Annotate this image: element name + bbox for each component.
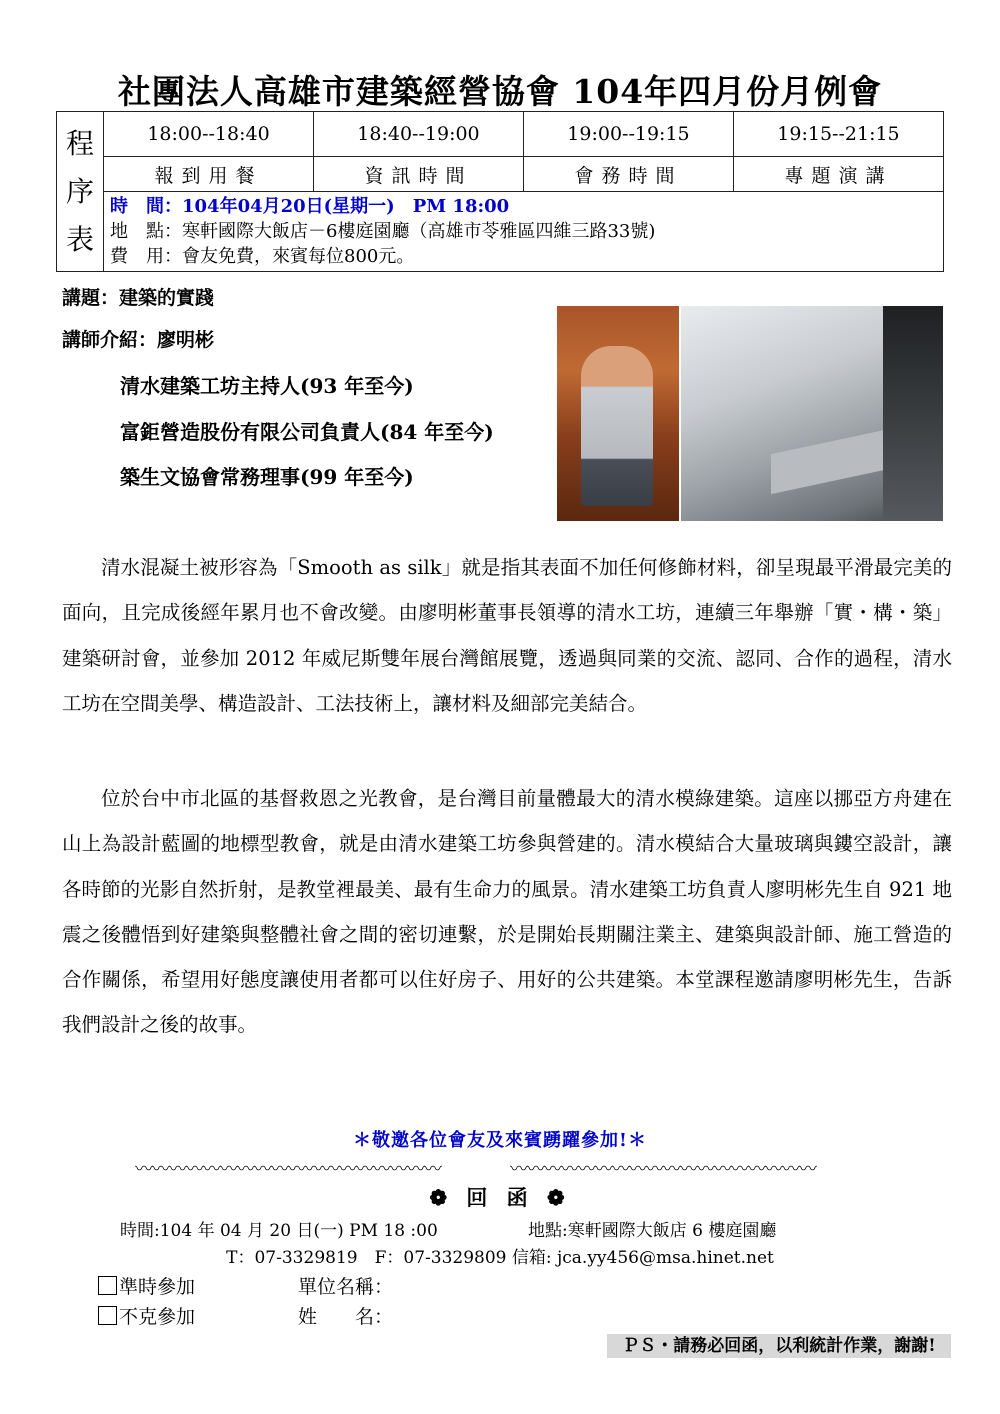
divider-ornament: 〰〰〰〰〰〰〰〰〰〰〰〰〰〰〰〰〰〰 bbox=[510, 1159, 816, 1180]
reply-place: 地點:寒軒國際大飯店 6 樓庭園廳 bbox=[528, 1221, 777, 1241]
segment-label: 資訊時間 bbox=[313, 157, 523, 192]
page-title: 社團法人高雄市建築經營協會 104年四月份月例會 bbox=[117, 72, 883, 111]
event-time: 時 間：104年04月20日(星期一) PM 18:00 bbox=[110, 196, 510, 217]
building-photo bbox=[681, 306, 943, 521]
lecture-topic: 講題：建築的實踐 bbox=[62, 287, 215, 309]
segment-label: 專題演講 bbox=[733, 157, 943, 192]
schedule-table bbox=[56, 111, 944, 272]
event-info bbox=[104, 192, 944, 272]
lecturer-role: 清水建築工坊主持人(93 年至今) bbox=[120, 374, 414, 398]
side-char: 程 bbox=[65, 126, 94, 160]
side-char: 表 bbox=[65, 222, 94, 256]
checkbox-icon[interactable] bbox=[98, 1276, 117, 1295]
lecturer-name: 講師介紹：廖明彬 bbox=[62, 329, 215, 351]
reply-title: ❁ 回 函 ❁ bbox=[429, 1185, 571, 1210]
body-paragraph: 清水混凝土被形容為「Smooth as silk」就是指其表面不加任何修飾材料，卻呈現最平滑最完美的面向，且完成後經年累月也不會改變。由廖明彬董事長領導的清水工坊，連續三年舉辦「實・構・築」建築研討會，並參加 2012 年威尼斯雙年展台灣館展覽，透過與同業的交流、認同、合作的過程，清水工坊在空間美學、構造設計、工法技術上，讓材料及細部完美結合。 bbox=[62, 556, 952, 715]
attend-label: 準時參加 bbox=[119, 1276, 196, 1298]
time-slot: 19:00--19:15 bbox=[523, 112, 733, 157]
lecturer-role: 築生文協會常務理事(99 年至今) bbox=[120, 465, 414, 489]
event-place: 地 點：寒軒國際大飯店－6樓庭園廳（高雄市苓雅區四維三路33號) bbox=[110, 221, 656, 242]
reply-time: 時間:104 年 04 月 20 日(一) PM 18 :00 bbox=[120, 1221, 438, 1241]
lecturer-role: 富鉅營造股份有限公司負責人(84 年至今) bbox=[120, 420, 494, 444]
checkbox-icon[interactable] bbox=[98, 1306, 117, 1325]
unit-field-label: 單位名稱： bbox=[298, 1276, 394, 1298]
invite-text: ＊敬邀各位會友及來賓踴躍參加!＊ bbox=[353, 1130, 647, 1151]
body-paragraph: 位於台中市北區的基督救恩之光教會，是台灣目前量體最大的清水模綠建築。這座以挪亞方舟建在山上為設計藍圖的地標型教會，就是由清水建築工坊參與營建的。清水模結合大量玻璃與鏤空設計，讓各時節的光影自然折射，是教堂裡最美、最有生命力的風景。清水建築工坊負責人廖明彬先生自 921 地震之後體悟到好建築與整體社會之間的密切連繫，於是開始長期關注業主、建築與設計師、施工營造的合作關係，希望用好態度讓使用者都可以住好房子、用好的公共建築。本堂課程邀請廖明彬先生，告訴我們設計之後的故事。 bbox=[62, 787, 952, 1037]
event-fee: 費 用：會友免費，來賓每位800元。 bbox=[110, 246, 415, 267]
time-slot: 19:15--21:15 bbox=[733, 112, 943, 157]
reply-contact: T：07-3329819 F：07-3329809 信箱: jca.yy456@msa.hinet.net bbox=[226, 1248, 774, 1268]
name-field-label: 姓 名： bbox=[298, 1306, 394, 1328]
segment-label: 報到用餐 bbox=[104, 157, 314, 192]
attend-checkbox[interactable] bbox=[98, 1272, 195, 1299]
side-char: 序 bbox=[65, 174, 94, 208]
lecturer-photo bbox=[557, 306, 679, 521]
absent-checkbox[interactable] bbox=[98, 1302, 195, 1329]
segment-label: 會務時間 bbox=[523, 157, 733, 192]
time-slot: 18:00--18:40 bbox=[104, 112, 314, 157]
ps-note: ＰＳ・請務必回函，以利統計作業，謝謝! bbox=[607, 1334, 951, 1358]
schedule-side-label bbox=[57, 112, 104, 272]
divider-ornament: 〰〰〰〰〰〰〰〰〰〰〰〰〰〰〰〰〰〰 bbox=[135, 1159, 441, 1180]
time-slot: 18:40--19:00 bbox=[313, 112, 523, 157]
absent-label: 不克參加 bbox=[119, 1306, 196, 1328]
